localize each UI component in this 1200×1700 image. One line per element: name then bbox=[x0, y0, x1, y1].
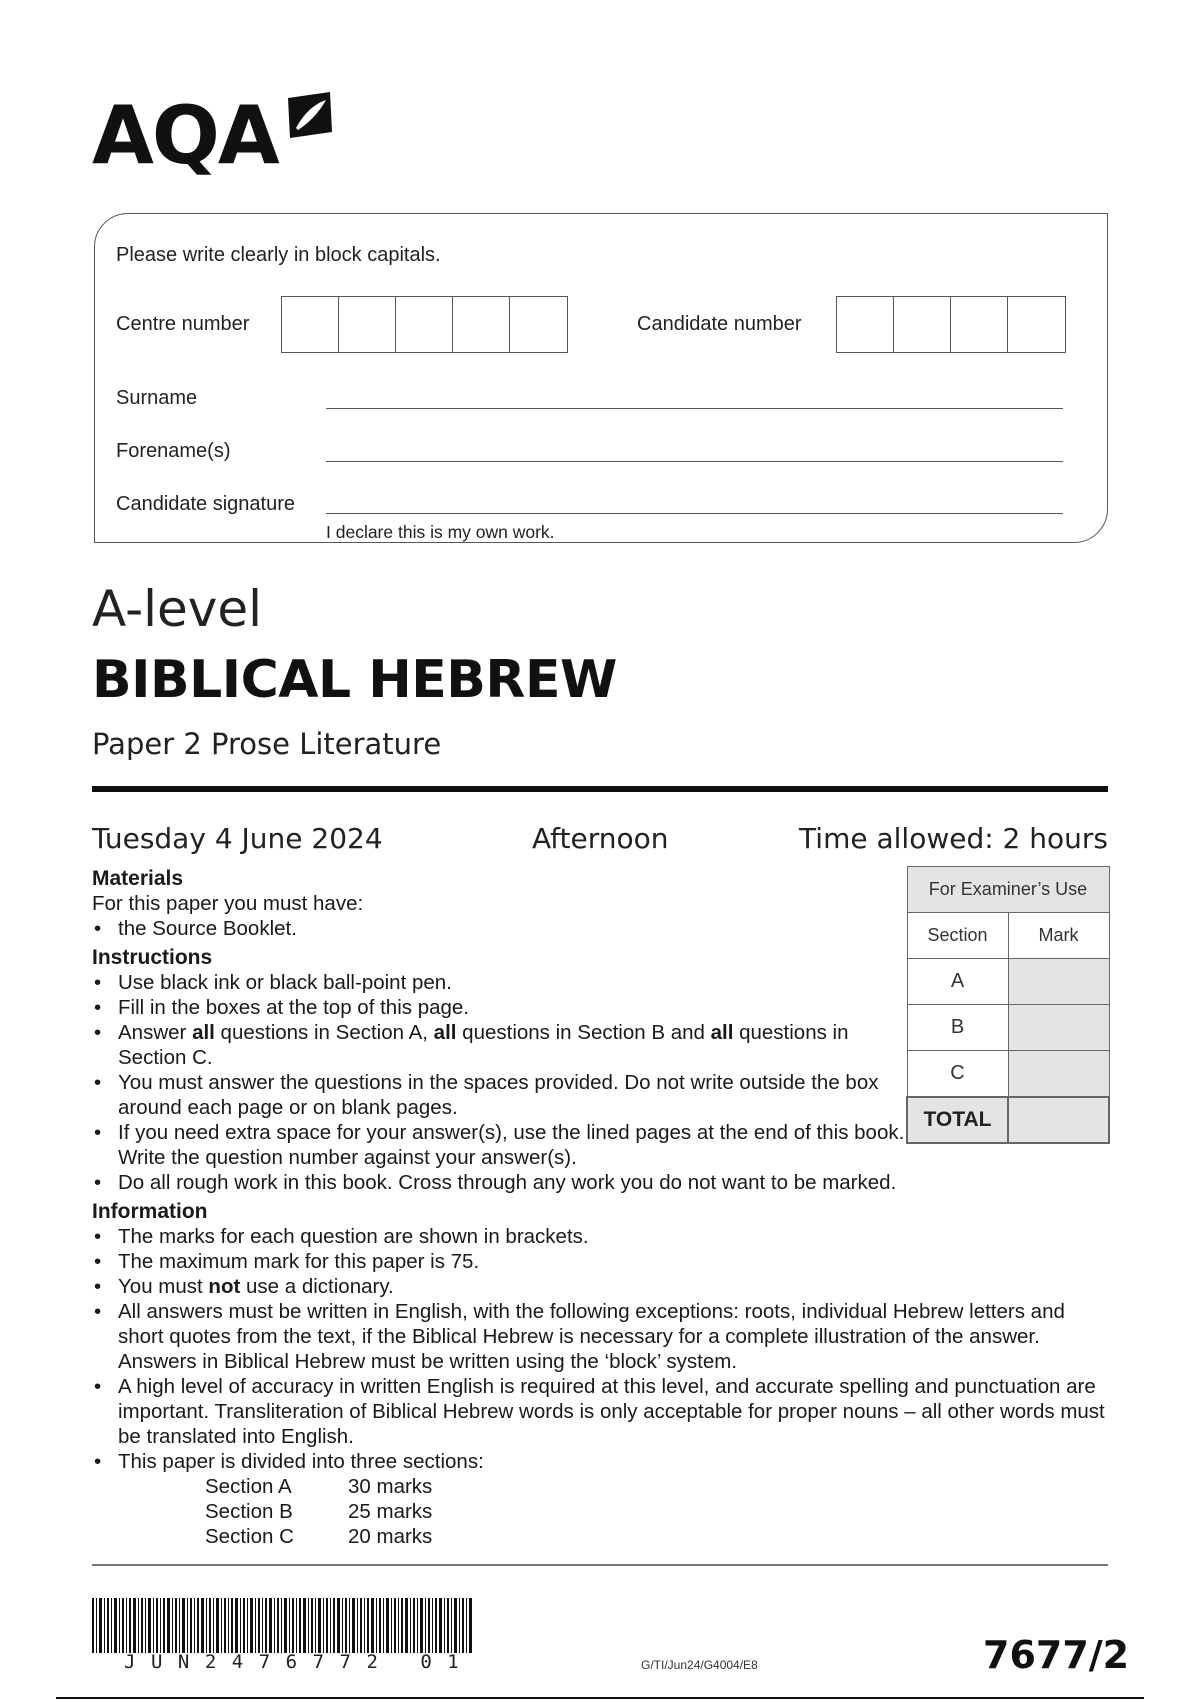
section-name: Section B bbox=[205, 1500, 293, 1523]
mark-column-header: Mark bbox=[1008, 913, 1109, 959]
aqa-swoosh-icon bbox=[286, 92, 334, 144]
centre-digit-box[interactable] bbox=[510, 297, 567, 352]
examiners-use-table bbox=[906, 866, 1110, 1144]
barcode-number: JUN2476772 01 bbox=[124, 1651, 475, 1673]
qualification-level: A-level bbox=[92, 580, 263, 638]
time-allowed: Time allowed: 2 hours bbox=[799, 822, 1108, 855]
section-marks-row bbox=[205, 1499, 432, 1524]
information-item: • The maximum mark for this paper is 75. bbox=[92, 1249, 1107, 1274]
centre-number-label: Centre number bbox=[116, 313, 250, 335]
exam-date: Tuesday 4 June 2024 bbox=[92, 822, 383, 855]
aqa-logo bbox=[92, 89, 334, 182]
information-item: • The marks for each question are shown in brackets. bbox=[92, 1224, 1107, 1249]
candidate-digit-box[interactable] bbox=[951, 297, 1008, 352]
block-capitals-heading: Please write clearly in block capitals. bbox=[116, 244, 441, 266]
section-marks-row bbox=[205, 1524, 432, 1549]
title-divider bbox=[92, 786, 1108, 792]
candidate-digit-box[interactable] bbox=[837, 297, 894, 352]
instruction-item: • You must answer the questions in the spaces provided. Do not write outside the box around each page or on blank pages. bbox=[92, 1070, 908, 1120]
section-b-cell: B bbox=[907, 1005, 1008, 1051]
total-mark-cell[interactable] bbox=[1008, 1097, 1109, 1143]
instruction-item: • Fill in the boxes at the top of this page. bbox=[92, 995, 908, 1020]
candidate-number-boxes[interactable] bbox=[836, 296, 1066, 353]
signature-line[interactable] bbox=[326, 513, 1063, 514]
instruction-item: • Do all rough work in this book. Cross through any work you do not want to be marked. bbox=[92, 1170, 1122, 1195]
paper-title: Paper 2 Prose Literature bbox=[92, 727, 442, 761]
surname-line[interactable] bbox=[326, 408, 1063, 409]
section-marks-row bbox=[205, 1474, 432, 1499]
forenames-label: Forename(s) bbox=[116, 440, 231, 462]
centre-digit-box[interactable] bbox=[339, 297, 396, 352]
document-reference: G/TI/Jun24/G4004/E8 bbox=[641, 1658, 758, 1672]
centre-digit-box[interactable] bbox=[282, 297, 339, 352]
section-marks-table bbox=[205, 1474, 432, 1549]
instructions-heading: Instructions bbox=[92, 946, 213, 969]
page-bottom-rule bbox=[56, 1697, 1144, 1699]
candidate-number-label: Candidate number bbox=[637, 313, 802, 335]
exam-session: Afternoon bbox=[532, 822, 669, 855]
section-column-header: Section bbox=[907, 913, 1008, 959]
section-c-cell: C bbox=[907, 1051, 1008, 1097]
section-marks: 30 marks bbox=[348, 1475, 433, 1498]
footer-divider bbox=[92, 1564, 1108, 1566]
candidate-digit-box[interactable] bbox=[894, 297, 951, 352]
materials-item: • the Source Booklet. bbox=[92, 916, 1122, 941]
instruction-item: • If you need extra space for your answer(s), use the lined pages at the end of this book. Write the question number against your answer(s). bbox=[92, 1120, 908, 1170]
centre-number-boxes[interactable] bbox=[281, 296, 568, 353]
information-item: • All answers must be written in English, with the following exceptions: roots, individual Hebrew letters and short quotes from the text, if the Biblical Hebrew is necessary for a complete illustration of the answer. Answers in Biblical Hebrew must be written using the ‘block’ system. bbox=[92, 1299, 1107, 1374]
candidate-digit-box[interactable] bbox=[1008, 297, 1065, 352]
information-item: • A high level of accuracy in written English is required at this level, and accurate spelling and punctuation are important. Transliteration of Biblical Hebrew words is only acceptable for proper nouns – all other words must be translated into English. bbox=[92, 1374, 1107, 1449]
centre-digit-box[interactable] bbox=[453, 297, 510, 352]
mark-cell[interactable] bbox=[1008, 1051, 1109, 1097]
subject-title: BIBLICAL HEBREW bbox=[92, 650, 617, 710]
logo-text: AQA bbox=[92, 89, 278, 182]
surname-label: Surname bbox=[116, 387, 198, 409]
materials-intro: For this paper you must have: bbox=[92, 892, 364, 915]
section-a-cell: A bbox=[907, 959, 1008, 1005]
information-item: • This paper is divided into three sections: bbox=[92, 1449, 1107, 1474]
examiners-use-heading: For Examiner’s Use bbox=[907, 867, 1109, 913]
information-list bbox=[92, 1224, 1107, 1474]
section-marks: 25 marks bbox=[348, 1500, 433, 1523]
declaration-text: I declare this is my own work. bbox=[326, 522, 555, 542]
barcode-icon bbox=[92, 1598, 472, 1653]
forenames-line[interactable] bbox=[326, 461, 1063, 462]
signature-label: Candidate signature bbox=[116, 493, 296, 515]
mark-cell[interactable] bbox=[1008, 959, 1109, 1005]
section-marks: 20 marks bbox=[348, 1525, 433, 1548]
section-name: Section C bbox=[205, 1525, 294, 1548]
information-heading: Information bbox=[92, 1200, 208, 1223]
paper-code: 7677/2 bbox=[983, 1633, 1130, 1677]
section-name: Section A bbox=[205, 1475, 292, 1498]
centre-digit-box[interactable] bbox=[396, 297, 453, 352]
information-item: • You must not use a dictionary. bbox=[92, 1274, 1107, 1299]
mark-cell[interactable] bbox=[1008, 1005, 1109, 1051]
instruction-item: • Answer all questions in Section A, all questions in Section B and all questions in Section C. bbox=[92, 1020, 908, 1070]
total-label: TOTAL bbox=[907, 1097, 1008, 1143]
materials-heading: Materials bbox=[92, 867, 184, 890]
instruction-item: • Use black ink or black ball-point pen. bbox=[92, 970, 908, 995]
